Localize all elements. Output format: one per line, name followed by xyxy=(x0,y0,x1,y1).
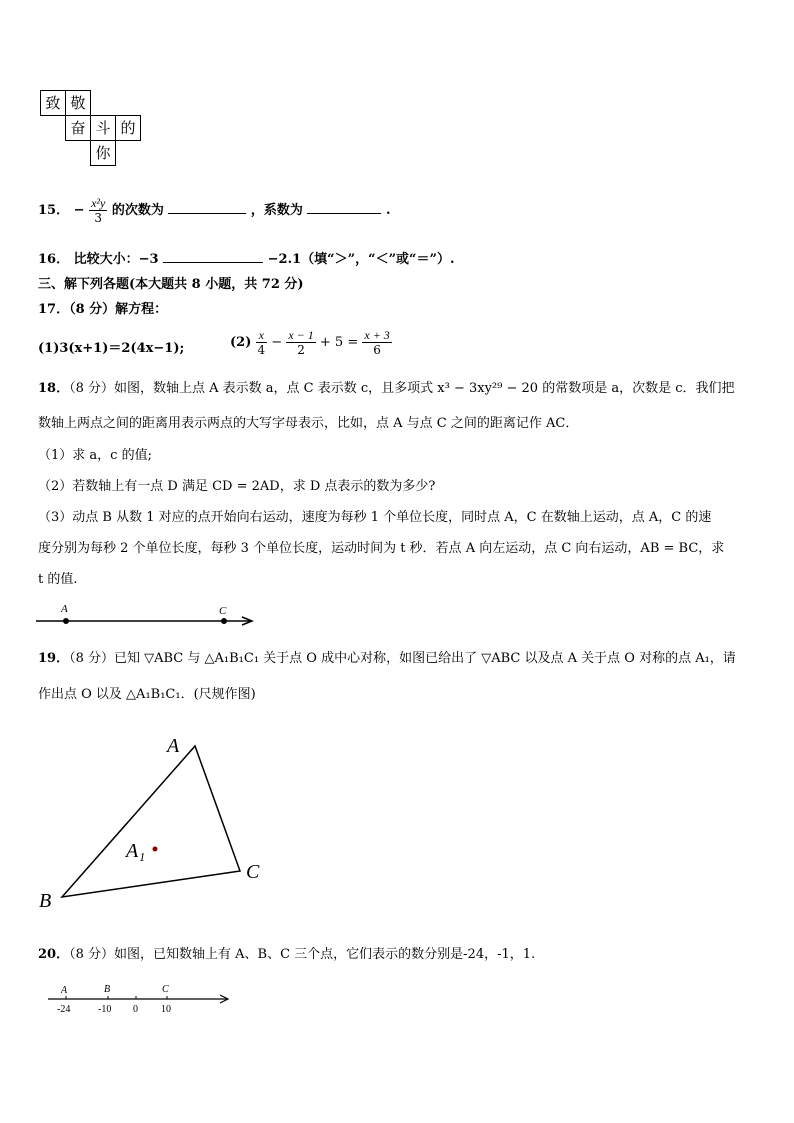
label-b: B xyxy=(104,984,111,995)
fraction xyxy=(256,328,268,357)
question-number: 16． xyxy=(38,252,70,267)
fraction xyxy=(89,196,107,225)
question-text: （8 分）如图，数轴上点 A 表示数 a，点 C 表示数 c，且多项式 x³ − 3xy²⁹ − 20 的常数项是 a，次数是 c．我们把 xyxy=(69,381,735,396)
grid-cell: 敬 xyxy=(65,90,91,116)
fraction-denominator: 3 xyxy=(94,211,102,225)
question-number: 19． xyxy=(38,651,70,666)
question-15 xyxy=(38,196,391,225)
question-text: 比较大小：−3 xyxy=(73,252,159,267)
point-c xyxy=(221,618,227,624)
fraction-denominator: 2 xyxy=(297,343,305,357)
question-18-line2: 数轴上两点之间的距离用表示两点的大写字母表示，比如，点 A 与点 C 之间的距离记作 AC． xyxy=(38,416,579,431)
question-18-sub3: （3）动点 B 从数 1 对应的点开始向右运动，速度为每秒 1 个单位长度，同时点 A，C 在数轴上运动，点 A，C 的速 xyxy=(38,510,712,525)
question-number: 15． xyxy=(38,203,70,218)
question-17 xyxy=(38,301,167,319)
fraction-numerator: x²y xyxy=(91,196,106,210)
question-number: 20． xyxy=(38,947,70,962)
label-c: C xyxy=(162,984,169,995)
question-number: 17． xyxy=(38,302,70,317)
question-text: 的次数为 xyxy=(111,203,164,218)
question-19-line1 xyxy=(38,650,736,668)
minus-sign: − xyxy=(73,203,85,218)
equation-1: (1)3(x+1)＝2(4x−1); xyxy=(38,341,185,356)
label-a: A xyxy=(61,603,68,615)
fraction-numerator: x − 1 xyxy=(288,328,314,342)
label-a1: A₁ xyxy=(126,840,146,862)
question-text: （8 分）已知 ▽ABC 与 △A₁B₁C₁ 关于点 O 成中心对称，如图已给出了 ▽ABC 以及点 A 关于点 O 对称的点 A₁，请 xyxy=(69,651,736,666)
question-text: −2.1（填“＞”，“＜”或“＝”）. xyxy=(267,252,455,267)
question-text: ，系数为 xyxy=(250,203,303,218)
operator: + 5 = xyxy=(319,335,359,350)
question-18-sub3: 度分别为每秒 2 个单位长度，每秒 3 个单位长度，运动时间为 t 秒．若点 A 向左运动，点 C 向右运动，AB = BC，求 xyxy=(38,541,725,556)
grid-cell: 你 xyxy=(90,140,116,166)
fraction-numerator: x + 3 xyxy=(364,328,390,342)
question-text: （8 分）如图，已知数轴上有 A、B、C 三个点，它们表示的数分别是-24，-1，1. xyxy=(69,947,536,962)
number-line-20 xyxy=(45,980,240,1020)
grid-cell: 致 xyxy=(40,90,66,116)
point-a1 xyxy=(153,847,158,852)
tick-label: -24 xyxy=(57,1004,71,1015)
answer-blank[interactable] xyxy=(307,201,381,214)
question-16 xyxy=(38,250,455,269)
question-18-line1 xyxy=(38,380,735,398)
fraction xyxy=(362,328,391,357)
fraction xyxy=(286,328,315,357)
fraction-denominator: 6 xyxy=(373,343,381,357)
operator: − xyxy=(271,335,283,350)
question-18-sub3: t 的值. xyxy=(38,572,78,587)
question-18-sub1: （1）求 a，c 的值; xyxy=(38,448,152,463)
question-20 xyxy=(38,946,535,964)
equation-2 xyxy=(230,328,392,357)
question-number: 18． xyxy=(38,381,70,396)
grid-cell: 奋 xyxy=(65,115,91,141)
triangle-figure xyxy=(30,725,290,920)
grid-cell: 的 xyxy=(115,115,141,141)
tick-label: -10 xyxy=(98,1004,112,1015)
label-a: A xyxy=(61,985,68,996)
label-c: C xyxy=(246,861,260,883)
tick-label: 0 xyxy=(133,1004,138,1015)
section-title: 三、解下列各题(本大题共 8 小题，共 72 分) xyxy=(38,277,304,292)
point-a xyxy=(63,618,69,624)
number-line-18 xyxy=(30,600,260,632)
label-c: C xyxy=(219,605,227,617)
question-19-line2: 作出点 O 以及 △A₁B₁C₁．(尺规作图) xyxy=(38,687,256,702)
question-text: （8 分）解方程： xyxy=(69,302,168,317)
fraction-numerator: x xyxy=(256,328,268,343)
tick-label: 10 xyxy=(161,1004,171,1015)
label-b: B xyxy=(39,890,52,912)
fraction-denominator: 4 xyxy=(257,343,266,357)
answer-blank[interactable] xyxy=(168,201,246,214)
question-18-sub2: （2）若数轴上有一点 D 满足 CD = 2AD，求 D 点表示的数为多少? xyxy=(38,479,436,494)
question-text: . xyxy=(386,203,391,218)
label-a: A xyxy=(167,735,180,757)
part-label: (2) xyxy=(230,335,252,350)
answer-blank[interactable] xyxy=(163,250,263,263)
triangle-abc xyxy=(62,746,240,897)
grid-cell: 斗 xyxy=(90,115,116,141)
